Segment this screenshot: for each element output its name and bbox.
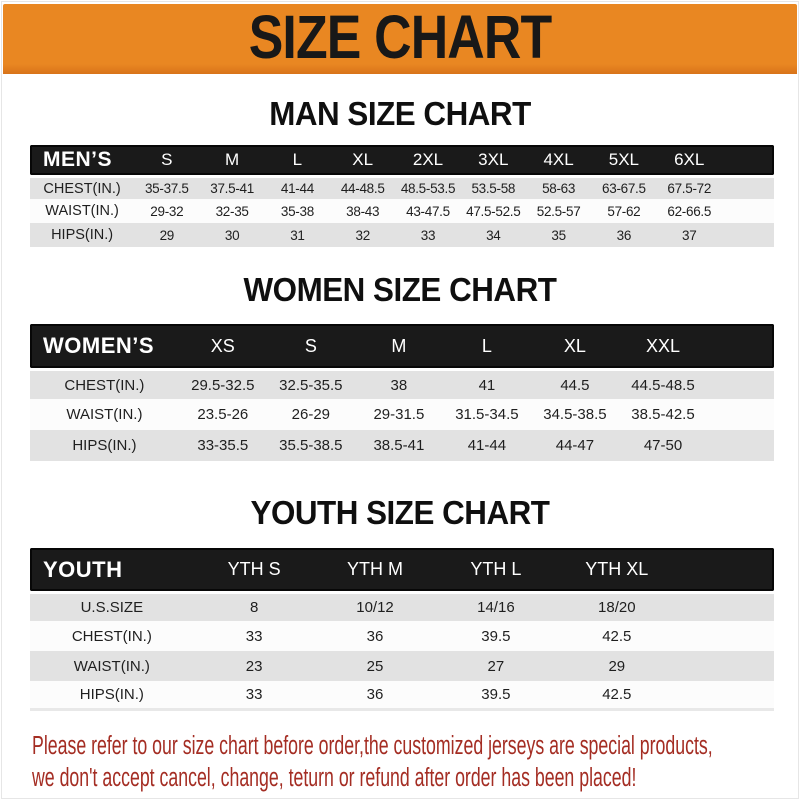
size-value-cell: 23 [194, 651, 315, 681]
size-value-cell: 41-44 [443, 430, 531, 461]
size-column-header: 4XL [526, 145, 591, 175]
size-column-header: M [199, 145, 264, 175]
row-label: CHEST(IN.) [30, 621, 194, 651]
table-row [30, 175, 774, 199]
size-column-header: XS [179, 324, 267, 368]
disclaimer [32, 730, 798, 794]
row-label: U.S.SIZE [30, 591, 194, 621]
size-value-cell: 36 [315, 621, 436, 651]
size-column-header: YTH L [435, 548, 556, 591]
size-value-cell: 32-35 [199, 199, 264, 223]
size-column-header: 5XL [591, 145, 656, 175]
size-value-cell: 44.5 [531, 368, 619, 399]
size-value-cell: 10/12 [315, 591, 436, 621]
size-column-header: YTH M [315, 548, 436, 591]
size-value-cell: 39.5 [435, 681, 556, 711]
size-value-cell: 14/16 [435, 591, 556, 621]
size-column-header: 3XL [461, 145, 526, 175]
row-filler [722, 223, 774, 247]
size-value-cell: 38-43 [330, 199, 395, 223]
size-value-cell: 35-37.5 [134, 175, 199, 199]
size-column-header: S [267, 324, 355, 368]
youth-size-table [30, 548, 774, 711]
size-value-cell: 43-47.5 [395, 199, 460, 223]
size-value-cell: 26-29 [267, 399, 355, 430]
youth-header-row [30, 548, 774, 591]
page-title: SIZE CHART [248, 2, 552, 71]
table-row [30, 399, 774, 430]
row-filler [707, 399, 774, 430]
size-value-cell: 37 [657, 223, 722, 247]
size-value-cell: 37.5-41 [199, 175, 264, 199]
size-value-cell: 29.5-32.5 [179, 368, 267, 399]
man-section-heading: MAN SIZE CHART [269, 95, 531, 132]
table-row [30, 651, 774, 681]
size-value-cell: 47-50 [619, 430, 707, 461]
size-column-header: M [355, 324, 443, 368]
size-column-header: S [134, 145, 199, 175]
man-header-row [30, 145, 774, 175]
header-filler [722, 145, 774, 175]
size-value-cell: 67.5-72 [657, 175, 722, 199]
table-row [30, 621, 774, 651]
size-value-cell: 23.5-26 [179, 399, 267, 430]
size-column-header: 2XL [395, 145, 460, 175]
size-value-cell: 36 [591, 223, 656, 247]
size-value-cell: 32 [330, 223, 395, 247]
row-filler [677, 621, 774, 651]
size-value-cell: 39.5 [435, 621, 556, 651]
size-column-header: XL [330, 145, 395, 175]
women-size-table [30, 324, 774, 461]
row-filler [722, 199, 774, 223]
size-value-cell: 41-44 [265, 175, 330, 199]
size-value-cell: 31 [265, 223, 330, 247]
size-value-cell: 36 [315, 681, 436, 711]
size-value-cell: 25 [315, 651, 436, 681]
size-value-cell: 38 [355, 368, 443, 399]
row-label: HIPS(IN.) [30, 430, 179, 461]
row-filler [722, 175, 774, 199]
youth-corner-label: YOUTH [30, 548, 194, 591]
size-value-cell: 29 [556, 651, 677, 681]
size-value-cell: 42.5 [556, 681, 677, 711]
size-value-cell: 33 [194, 681, 315, 711]
size-value-cell: 48.5-53.5 [395, 175, 460, 199]
size-value-cell: 35.5-38.5 [267, 430, 355, 461]
size-value-cell: 18/20 [556, 591, 677, 621]
size-value-cell: 35-38 [265, 199, 330, 223]
size-chart-page [1, 1, 799, 799]
row-label: WAIST(IN.) [30, 199, 134, 223]
size-value-cell: 33 [194, 621, 315, 651]
size-value-cell: 53.5-58 [461, 175, 526, 199]
size-chart-banner [3, 4, 797, 74]
header-filler [677, 548, 774, 591]
size-value-cell: 38.5-42.5 [619, 399, 707, 430]
man-size-table [30, 145, 774, 247]
size-value-cell: 34.5-38.5 [531, 399, 619, 430]
size-value-cell: 57-62 [591, 199, 656, 223]
size-value-cell: 58-63 [526, 175, 591, 199]
row-label: WAIST(IN.) [30, 651, 194, 681]
header-filler [707, 324, 774, 368]
size-value-cell: 32.5-35.5 [267, 368, 355, 399]
table-row [30, 430, 774, 461]
row-label: CHEST(IN.) [30, 368, 179, 399]
size-column-header: YTH S [194, 548, 315, 591]
women-section-heading: WOMEN SIZE CHART [243, 271, 557, 308]
women-corner-label: WOMEN’S [30, 324, 179, 368]
size-column-header: L [265, 145, 330, 175]
size-column-header: XXL [619, 324, 707, 368]
youth-section-heading: YOUTH SIZE CHART [250, 494, 550, 531]
row-filler [707, 368, 774, 399]
table-row [30, 681, 774, 711]
row-filler [677, 651, 774, 681]
size-value-cell: 52.5-57 [526, 199, 591, 223]
women-header-row [30, 324, 774, 368]
row-label: HIPS(IN.) [30, 681, 194, 711]
size-value-cell: 44-47 [531, 430, 619, 461]
size-value-cell: 42.5 [556, 621, 677, 651]
size-value-cell: 29-32 [134, 199, 199, 223]
size-value-cell: 30 [199, 223, 264, 247]
size-value-cell: 44.5-48.5 [619, 368, 707, 399]
table-row [30, 223, 774, 247]
size-value-cell: 8 [194, 591, 315, 621]
size-column-header: 6XL [657, 145, 722, 175]
row-filler [677, 681, 774, 711]
row-filler [707, 430, 774, 461]
size-value-cell: 29-31.5 [355, 399, 443, 430]
row-filler [677, 591, 774, 621]
size-value-cell: 29 [134, 223, 199, 247]
size-value-cell: 38.5-41 [355, 430, 443, 461]
size-value-cell: 34 [461, 223, 526, 247]
row-label: WAIST(IN.) [30, 399, 179, 430]
size-value-cell: 41 [443, 368, 531, 399]
row-label: HIPS(IN.) [30, 223, 134, 247]
size-column-header: L [443, 324, 531, 368]
size-value-cell: 47.5-52.5 [461, 199, 526, 223]
size-value-cell: 31.5-34.5 [443, 399, 531, 430]
table-row [30, 199, 774, 223]
row-label: CHEST(IN.) [30, 175, 134, 199]
table-row [30, 368, 774, 399]
size-value-cell: 33-35.5 [179, 430, 267, 461]
table-row [30, 591, 774, 621]
man-corner-label: MEN’S [30, 145, 134, 175]
size-column-header: YTH XL [556, 548, 677, 591]
size-column-header: XL [531, 324, 619, 368]
size-value-cell: 27 [435, 651, 556, 681]
size-value-cell: 35 [526, 223, 591, 247]
disclaimer-line-2: we don't accept cancel, change, teturn or refund after order has been placed! [32, 764, 637, 792]
size-value-cell: 63-67.5 [591, 175, 656, 199]
size-value-cell: 62-66.5 [657, 199, 722, 223]
disclaimer-line-1: Please refer to our size chart before order,the customized jerseys are special products, [32, 732, 713, 760]
size-value-cell: 44-48.5 [330, 175, 395, 199]
size-value-cell: 33 [395, 223, 460, 247]
